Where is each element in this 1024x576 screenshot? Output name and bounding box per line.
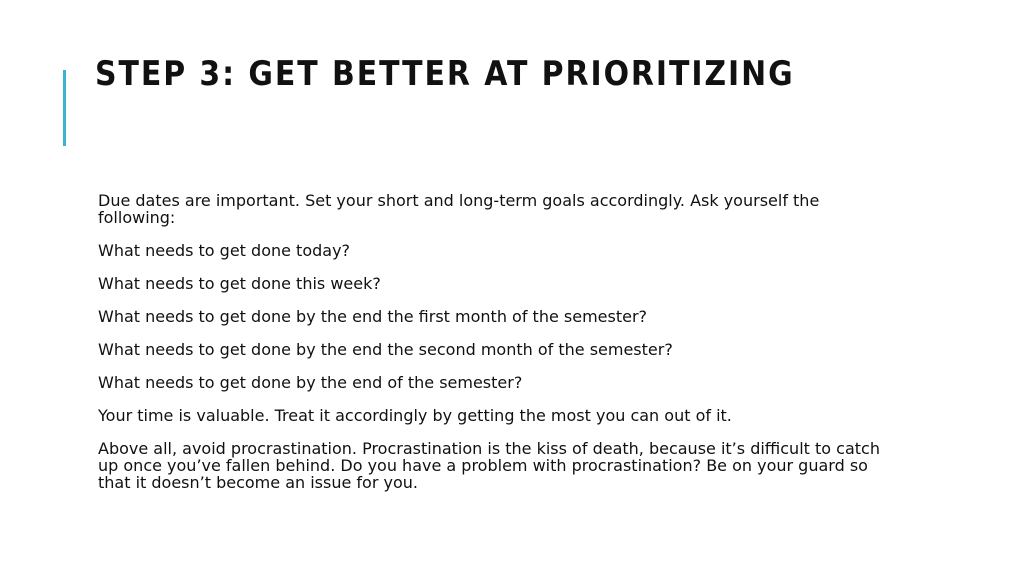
- body-question-week: What needs to get done this week?: [98, 274, 381, 293]
- body-question-today: What needs to get done today?: [98, 241, 351, 260]
- title-accent-bar: [63, 70, 66, 146]
- body-paragraph-time: Your time is valuable. Treat it accordingly by getting the most you can out of it.: [98, 406, 732, 425]
- body-paragraph-procrastination: Above all, avoid procrastination. Procrastination is the kiss of death, because it’s difficult to catch up once you’ve fallen behind. Do you have a problem with procrastination? Be on your guard so that it doesn’t become an issue for you.: [98, 439, 880, 492]
- slide-body: [98, 192, 898, 507]
- slide-title: STEP 3: GET BETTER AT PRIORITIZING: [95, 54, 795, 94]
- body-question-semester: What needs to get done by the end of the semester?: [98, 373, 523, 392]
- body-question-first-month: What needs to get done by the end the first month of the semester?: [98, 307, 648, 326]
- body-question-second-month: What needs to get done by the end the second month of the semester?: [98, 340, 673, 359]
- body-paragraph-intro: Due dates are important. Set your short and long-term goals accordingly. Ask yourself the following:: [98, 191, 820, 227]
